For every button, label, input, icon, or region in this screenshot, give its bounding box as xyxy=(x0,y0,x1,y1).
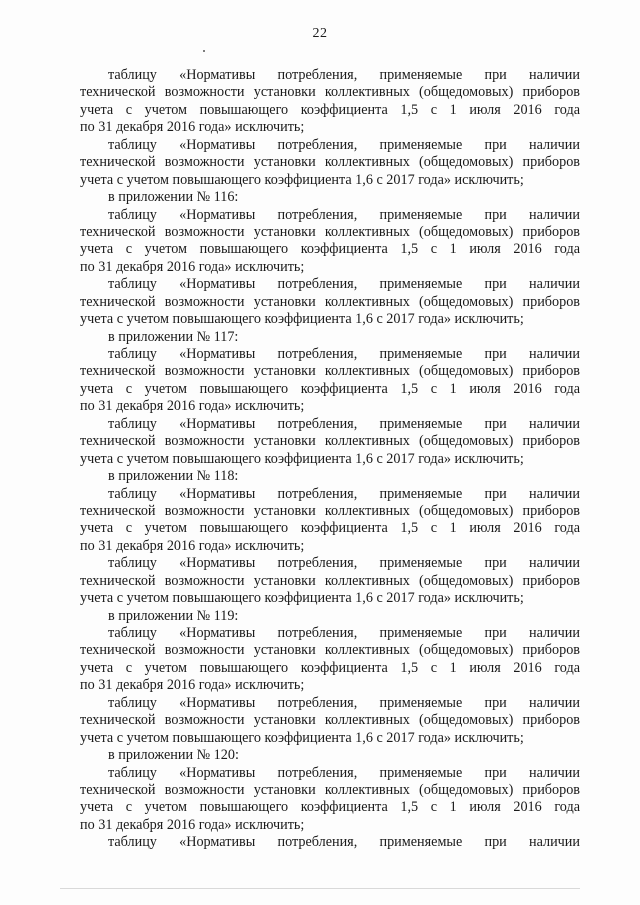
paragraph-line: технической возможности установки коллективных (общедомовых) приборов xyxy=(80,712,580,729)
appendix-heading-line: в приложении № 118: xyxy=(108,468,239,485)
paragraph-line: таблицу «Нормативы потребления, применяемые при наличии xyxy=(108,834,580,851)
paragraph-line: технической возможности установки коллективных (общедомовых) приборов xyxy=(80,293,580,310)
paragraph-line: учета с учетом повышающего коэффициента 1,6 с 2017 года» исключить; xyxy=(80,729,524,746)
appendix-heading-line: в приложении № 119: xyxy=(108,607,239,624)
appendix-heading-line: в приложении № 116: xyxy=(108,189,239,206)
paragraph-line: по 31 декабря 2016 года» исключить; xyxy=(80,816,305,833)
paragraph-line: технической возможности установки коллективных (общедомовых) приборов xyxy=(80,363,580,380)
paragraph-line: технической возможности установки коллективных (общедомовых) приборов xyxy=(80,502,580,519)
page-bottom-edge xyxy=(60,888,580,889)
paragraph-line: учета с учетом повышающего коэффициента 1,5 с 1 июля 2016 года xyxy=(80,659,580,676)
paragraph-line: учета с учетом повышающего коэффициента 1,5 с 1 июля 2016 года xyxy=(80,101,580,118)
paragraph-line: учета с учетом повышающего коэффициента 1,5 с 1 июля 2016 года xyxy=(80,241,580,258)
document-body xyxy=(80,67,580,852)
paragraph-line: по 31 декабря 2016 года» исключить; xyxy=(80,258,305,275)
paragraph-line: учета с учетом повышающего коэффициента 1,6 с 2017 года» исключить; xyxy=(80,171,524,188)
paragraph-line: учета с учетом повышающего коэффициента 1,5 с 1 июля 2016 года xyxy=(80,799,580,816)
paragraph-line: технической возможности установки коллективных (общедомовых) приборов xyxy=(80,433,580,450)
paragraph-line: технической возможности установки коллективных (общедомовых) приборов xyxy=(80,223,580,240)
paragraph-line: таблицу «Нормативы потребления, применяемые при наличии xyxy=(108,694,580,711)
paragraph-line: технической возможности установки коллективных (общедомовых) приборов xyxy=(80,781,580,798)
paragraph-line: таблицу «Нормативы потребления, применяемые при наличии xyxy=(108,625,580,641)
appendix-heading-line: в приложении № 117: xyxy=(108,328,239,345)
paragraph-line: таблицу «Нормативы потребления, применяемые при наличии xyxy=(108,206,580,223)
paragraph-line: таблицу «Нормативы потребления, применяемые при наличии xyxy=(108,276,580,293)
paragraph-line: технической возможности установки коллективных (общедомовых) приборов xyxy=(80,642,580,659)
paragraph-line: таблицу «Нормативы потребления, применяемые при наличии xyxy=(108,346,580,362)
paragraph-line: технической возможности установки коллективных (общедомовых) приборов xyxy=(80,84,580,101)
page-number: 22 xyxy=(312,26,328,41)
paragraph-line: технической возможности установки коллективных (общедомовых) приборов xyxy=(80,154,580,171)
paragraph-line: таблицу «Нормативы потребления, применяемые при наличии xyxy=(108,485,580,502)
paragraph-line: таблицу «Нормативы потребления, применяемые при наличии xyxy=(108,555,580,572)
paragraph-line: по 31 декабря 2016 года» исключить; xyxy=(80,537,305,554)
paragraph-line: учета с учетом повышающего коэффициента 1,6 с 2017 года» исключить; xyxy=(80,311,524,328)
paragraph-line: по 31 декабря 2016 года» исключить; xyxy=(80,677,305,694)
paragraph-line: учета с учетом повышающего коэффициента 1,6 с 2017 года» исключить; xyxy=(80,450,524,467)
scan-speck xyxy=(203,50,205,52)
paragraph-line: учета с учетом повышающего коэффициента 1,5 с 1 июля 2016 года xyxy=(80,520,580,537)
paragraph-line: таблицу «Нормативы потребления, применяемые при наличии xyxy=(108,764,580,781)
paragraph-line: учета с учетом повышающего коэффициента 1,5 с 1 июля 2016 года xyxy=(80,380,580,397)
paragraph-line: таблицу «Нормативы потребления, применяемые при наличии xyxy=(108,136,580,153)
paragraph-line: по 31 декабря 2016 года» исключить; xyxy=(80,398,305,415)
paragraph-line: по 31 декабря 2016 года» исключить; xyxy=(80,119,305,136)
appendix-heading-line: в приложении № 120: xyxy=(108,747,239,764)
paragraph-line: учета с учетом повышающего коэффициента 1,6 с 2017 года» исключить; xyxy=(80,590,524,607)
paragraph-line: таблицу «Нормативы потребления, применяемые при наличии xyxy=(108,67,580,83)
paragraph-line: таблицу «Нормативы потребления, применяемые при наличии xyxy=(108,415,580,432)
paragraph-line: технической возможности установки коллективных (общедомовых) приборов xyxy=(80,572,580,589)
